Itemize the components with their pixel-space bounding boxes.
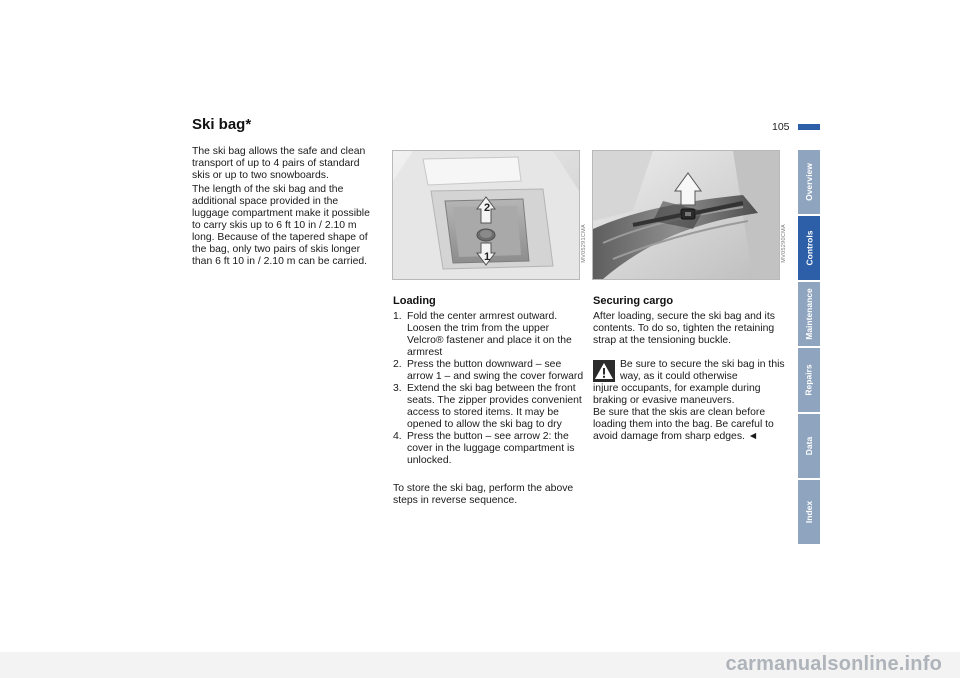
end-mark-icon: ◄ — [747, 431, 759, 442]
page-number: 105 — [772, 121, 790, 133]
warning-continuation — [593, 383, 785, 443]
intro-paragraph: The length of the ski bag and the additional space provided in the luggage compartment make it possible to carry skis up to 6 ft 10 in / 2.10 m long. Because of the tapered shape of the bag, only two pairs of skis longer than 6 ft 10 in / 2.10 m can be carried. — [192, 184, 370, 267]
tab-maintenance[interactable]: Maintenance — [798, 282, 820, 346]
figure-code: MV05290CMA — [781, 224, 787, 263]
arrow-2-label: 2 — [484, 202, 491, 214]
armrest-arrows-illustration — [393, 151, 579, 279]
loading-outro: To store the ski bag, perform the above steps in reverse sequence. — [393, 483, 574, 506]
list-item: 3. Extend the ski bag between the front seats. The zipper provides convenient access to stored items. It may be opened to allow the ski bag to dry — [393, 383, 582, 430]
intro-section — [192, 146, 372, 270]
warning-triangle-icon — [593, 360, 615, 382]
tab-overview[interactable]: Overview — [798, 150, 820, 214]
page-title: Ski bag* — [192, 116, 252, 133]
watermark-text: carmanualsonline.info — [725, 653, 942, 675]
tab-index[interactable]: Index — [798, 480, 820, 544]
tab-controls[interactable]: Controls — [798, 216, 820, 280]
warning-text: injure occupants, for example during braking or evasive maneuvers. — [593, 383, 761, 406]
armrest-figure — [392, 150, 580, 280]
list-item: 2. Press the button downward – see arrow 1 – and swing the cover forward — [393, 359, 584, 382]
cargo-paragraph: After loading, secure the ski bag and its contents. To do so, tighten the retaining strap at the tensioning buckle. — [593, 311, 775, 346]
list-item: 1. Fold the center armrest outward. Loosen the trim from the upper Velcro® fastener and place it on the armrest — [393, 311, 572, 358]
tab-data[interactable]: Data — [798, 414, 820, 478]
loading-steps — [393, 311, 586, 467]
strap-figure — [592, 150, 780, 280]
intro-paragraph: The ski bag allows the safe and clean transport of up to 4 pairs of standard skis or up to two snowboards. — [192, 146, 366, 181]
section-tabs — [798, 150, 820, 543]
retaining-strap-illustration — [593, 151, 779, 279]
warning-lead: Be sure to secure the ski bag in this way, as it could otherwise — [620, 359, 785, 382]
tab-repairs[interactable]: Repairs — [798, 348, 820, 412]
list-item: 4. Press the button – see arrow 2: the cover in the luggage compartment is unlocked. — [393, 431, 575, 466]
arrow-1-label: 1 — [484, 251, 491, 263]
warning-extra-text: Be sure that the skis are clean before loading them into the bag. Be careful to avoid damage from sharp edges. ◄ — [593, 407, 774, 442]
figure-code: MV05291CMA — [581, 224, 587, 263]
page-marker — [798, 124, 820, 130]
watermark-bar — [0, 652, 960, 678]
securing-cargo-heading: Securing cargo — [593, 295, 674, 307]
loading-heading: Loading — [393, 295, 436, 307]
